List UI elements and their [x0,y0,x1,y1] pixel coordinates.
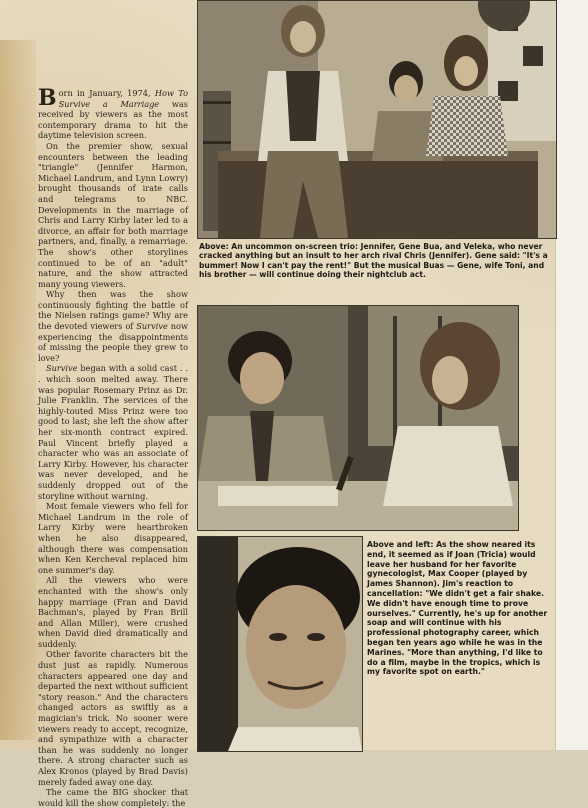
show-title-italic: How To Survive a Marriage [58,88,188,109]
caption-trio [199,242,549,280]
article-p3-a: Why then was the show continuously fighting the battle of the Nielsen ratings game? Why are the devoted viewers of [38,289,188,332]
trio-photo-illustration [198,1,556,238]
aged-tape-stain [0,40,36,740]
caption-side [367,540,549,677]
show-title-italic-3: Survive [46,363,78,374]
photo-closeup-james-shannon [197,536,363,752]
article-paragraph-4 [38,363,188,501]
article-paragraph-3 [38,289,188,363]
dropcap: B [38,85,57,111]
article-paragraph-8: The came the BIG shocker that would kill the show completely: the [38,787,188,808]
show-title-italic-2: Survive [136,321,168,332]
article-body [38,85,188,808]
article-paragraph-6: All the viewers who were enchanted with the show's only happy marriage (Fran and David Bachman's, played by Fran Brill and Allan Miller), were crushed when David died dramatically and suddenly. [38,575,188,649]
photo-trio-on-set [197,0,557,239]
article-paragraph-5: Most female viewers who fell for Michael Landrum in the role of Larry Kirby were heartbroken when he also disappeared, although there was compensation when Ken Kercheval replaced him one summer's day. [38,501,188,575]
article-paragraph-1 [38,85,188,141]
article-p4-b: began with a solid cast . . . which soon melted away. There was popular Rosemary Prinz as Dr. Julie Franklin. The services of the highly-touted Miss Prinz were too good to last; she left the show after her six-month contract expired. Paul Vincent briefly played a character who was an associate of Larry Kirby. However, his character was never developed, and he suddenly dropped out of the storyline without warning. [38,363,188,501]
closeup-photo-illustration [198,537,362,751]
page-margin-strip [555,0,588,750]
caption-trio-text: Above: An uncommon on-screen trio: Jennifer, Gene Bua, and Veleka, who never cracked anything but an insult to her arch rival Chris (Jennifer). Gene said: "It's a bummer! Now I can't pay the rent!" But the musical Buas — Gene, wife Toni, and his brother — will continue doing their nightclub act. [199,242,548,280]
caption-side-text: Above and left: As the show neared its end, it seemed as if Joan (Tricia) would leave her husband for her favorite gynecologist, Max Cooper (played by James Shannon). Jim's reaction to cancellation: "We didn't get a fair shake. We didn't have enough time to prove ourselves." Currently, he's up for another soap and will continue with his professional photography career, which began ten years ago while he was in the Marines. "More than anything, I'd like to do a film, maybe in the tropics, which is my favorite spot on earth." [367,540,548,677]
article-p1-b: was received by viewers as the most contemporary drama to hit the daytime television screen. [38,98,188,141]
article-p1-a: orn in January, 1974, [58,88,151,98]
article-paragraph-7: Other favorite characters bit the dust just as rapidly. Numerous characters appeared one day and departed the next without sufficient "story reason." And the characters changed actors as swiftly as a magician's trick. No sooner were viewers ready to accept, recognize, and sympathize with a character than he was suddenly no longer there. A strong character such as Alex Kronos (played by Brad Davis) merely faded away one day. [38,649,188,787]
photo-desk-scene [197,305,519,531]
desk-photo-illustration [198,306,518,530]
article-paragraph-2: On the premier show, sexual encounters between the leading "triangle" (Jennifer Harmon, Michael Landrum, and Lynn Lowry) brought thousands of irate calls and telegrams to NBC. Developments in the marriage of Chris and Larry Kirby later led to a divorce, an affair for both marriage partners, and, finally, a remarriage. The show's other storylines continued to be of an "adult" nature, and the show attracted many young viewers. [38,140,188,289]
article-p3-b: now experiencing the disappointments of missing the people they grew to love? [38,321,188,363]
